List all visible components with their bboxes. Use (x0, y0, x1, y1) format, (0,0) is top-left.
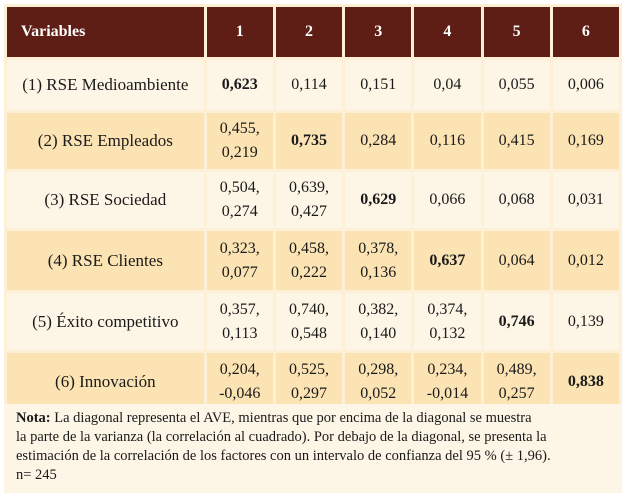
table-note (4, 404, 622, 493)
cell-value-line: 0,055 (498, 76, 535, 93)
cell-value-line: 0,427 (290, 203, 327, 220)
cell-value-line: 0,006 (567, 76, 604, 93)
row-label: (6) Innovación (7, 353, 204, 411)
cell-value-line: 0,735 (290, 132, 327, 149)
header-row (7, 7, 619, 57)
table-row (7, 353, 619, 411)
note-line-4: n= 245 (16, 467, 57, 483)
cell-value-line: 0,064 (498, 251, 535, 269)
note-line-1: La diagonal representa el AVE, mientras que por encima de la diagonal se muestra (54, 410, 532, 426)
cell-value-line: 0,639, (288, 179, 329, 196)
correlation-cell (207, 293, 273, 350)
correlation-cell (414, 172, 480, 228)
correlation-cell (414, 353, 480, 411)
note-line-3: estimación de la correlación de los factores con un intervalo de confianza del 95 % (± 1,96). (16, 448, 551, 464)
cell-value-line: 0,169 (567, 132, 604, 149)
correlation-cell (414, 293, 480, 350)
cell-value-line: 0,504, (219, 179, 260, 196)
ave-correlation-table (4, 4, 622, 414)
cell-value-line: 0,637 (429, 251, 466, 269)
cell-value-line: 0,132 (429, 324, 466, 342)
note-line-2: la parte de la varianza (la correlación al cuadrado). Por debajo de la diagonal, se presenta la (16, 429, 547, 445)
cell-value-line: 0,382, (358, 300, 399, 318)
cell-value-line: 0,525, (288, 361, 329, 378)
cell-value-line: 0,068 (498, 191, 535, 208)
diagonal-ave-cell (484, 293, 550, 350)
cell-value-line: 0,623 (221, 76, 258, 93)
correlation-cell (207, 113, 273, 169)
correlation-cell (207, 231, 273, 290)
cell-value-line: 0,629 (360, 191, 397, 208)
correlation-cell (553, 60, 619, 110)
cell-value-line: 0,415 (498, 132, 535, 149)
correlation-cell (345, 113, 411, 169)
header-col-2: 2 (276, 7, 342, 57)
correlation-cell (207, 353, 273, 411)
cell-value-line: 0,284 (360, 132, 397, 149)
diagonal-ave-cell (345, 172, 411, 228)
header-col-3: 3 (345, 7, 411, 57)
correlation-cell (484, 231, 550, 290)
cell-value-line: -0,014 (426, 385, 469, 402)
correlation-cell (345, 60, 411, 110)
correlation-cell (276, 231, 342, 290)
cell-value-line: 0,378, (358, 239, 399, 257)
correlation-cell (484, 60, 550, 110)
cell-value-line: 0,012 (567, 251, 604, 269)
correlation-cell (345, 353, 411, 411)
correlation-cell (553, 113, 619, 169)
correlation-cell (553, 293, 619, 350)
row-label: (2) RSE Empleados (7, 113, 204, 169)
cell-value-line: 0,151 (360, 76, 397, 93)
correlation-cell (484, 353, 550, 411)
diagonal-ave-cell (414, 231, 480, 290)
cell-value-line: 0,746 (498, 312, 535, 330)
table-row (7, 60, 619, 110)
header-col-6: 6 (553, 7, 619, 57)
cell-value-line: 0,204, (219, 361, 260, 378)
cell-value-line: 0,234, (427, 361, 468, 378)
cell-value-line: 0,219 (221, 144, 258, 161)
cell-value-line: 0,298, (358, 361, 399, 378)
cell-value-line: 0,740, (288, 300, 329, 318)
row-label: (1) RSE Medioambiente (7, 60, 204, 110)
table-frame (4, 4, 622, 493)
cell-value-line: 0,374, (427, 300, 468, 318)
cell-value-line: 0,139 (567, 312, 604, 330)
cell-value-line: 0,458, (288, 239, 329, 257)
correlation-cell (276, 293, 342, 350)
note-label: Nota: (16, 410, 51, 426)
cell-value-line: 0,297 (290, 385, 327, 402)
cell-value-line: 0,114 (291, 76, 327, 93)
table-row (7, 172, 619, 228)
header-col-5: 5 (484, 7, 550, 57)
cell-value-line: 0,113 (222, 324, 258, 342)
cell-value-line: -0,046 (219, 385, 261, 402)
diagonal-ave-cell (553, 353, 619, 411)
cell-value-line: 0,136 (360, 263, 397, 281)
row-label: (4) RSE Clientes (7, 231, 204, 290)
cell-value-line: 0,140 (360, 324, 397, 342)
row-label: (5) Éxito competitivo (7, 293, 204, 350)
correlation-cell (207, 172, 273, 228)
cell-value-line: 0,066 (429, 191, 466, 208)
correlation-cell (553, 172, 619, 228)
header-col-4: 4 (414, 7, 480, 57)
cell-value-line: 0,077 (221, 263, 258, 281)
cell-value-line: 0,222 (290, 263, 327, 281)
table-row (7, 231, 619, 290)
correlation-cell (345, 293, 411, 350)
table-row (7, 293, 619, 350)
cell-value-line: 0,489, (496, 361, 537, 378)
cell-value-line: 0,323, (219, 239, 260, 257)
cell-value-line: 0,274 (221, 203, 258, 220)
diagonal-ave-cell (276, 113, 342, 169)
cell-value-line: 0,052 (360, 385, 397, 402)
cell-value-line: 0,838 (567, 373, 604, 390)
correlation-cell (553, 231, 619, 290)
correlation-cell (276, 60, 342, 110)
cell-value-line: 0,04 (433, 76, 462, 93)
correlation-cell (414, 60, 480, 110)
cell-value-line: 0,455, (219, 120, 260, 137)
correlation-cell (414, 113, 480, 169)
cell-value-line: 0,116 (429, 132, 466, 149)
correlation-cell (484, 113, 550, 169)
row-label: (3) RSE Sociedad (7, 172, 204, 228)
header-variables: Variables (7, 7, 204, 57)
cell-value-line: 0,357, (219, 300, 260, 318)
cell-value-line: 0,257 (498, 385, 535, 402)
table-row (7, 113, 619, 169)
correlation-cell (276, 172, 342, 228)
correlation-cell (276, 353, 342, 411)
header-col-1: 1 (207, 7, 273, 57)
cell-value-line: 0,031 (567, 191, 604, 208)
diagonal-ave-cell (207, 60, 273, 110)
table-body (7, 60, 619, 411)
cell-value-line: 0,548 (290, 324, 327, 342)
correlation-cell (345, 231, 411, 290)
correlation-cell (484, 172, 550, 228)
